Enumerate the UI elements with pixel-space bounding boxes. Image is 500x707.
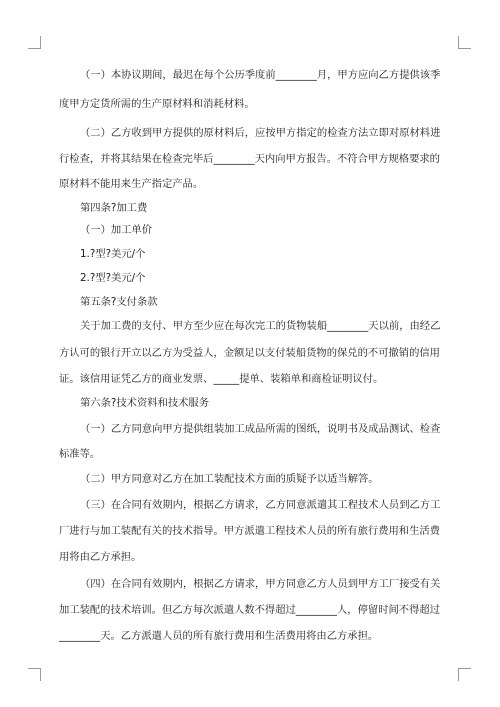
paragraph-line: 方认可的银行开立以乙方为受益人，金额足以支付装船货物的保兑的不可撤销的信用 (59, 347, 440, 359)
paragraph-line: 厂进行与加工装配有关的技术指导。甲方派遣工程技术人员的所有旅行费用和生活费 (59, 525, 440, 537)
paragraph-line: （四）在合同有效期内，根据乙方请求，甲方同意乙方人员到甲方工厂接受有关 (80, 578, 441, 590)
crop-mark-bottom-right (458, 668, 471, 681)
paragraph-line: （一）本协议期间，最迟在每个公历季度前________月，甲方应向乙方提供该季 (80, 69, 441, 81)
paragraph-line: （三）在合同有效期内，根据乙方请求，乙方同意派遣其工程技术人员到乙方工 (80, 499, 441, 511)
crop-mark-top-left (28, 36, 41, 49)
paragraph-line: （一）乙方同意向甲方提供组装加工成品所需的图纸，说明书及成品测试、检查 (80, 423, 441, 435)
section-heading: 第四条?加工费 (80, 202, 148, 214)
paragraph-line: 关于加工费的支付、甲方至少应在每次完工的货物装船________天以前，由经乙 (80, 320, 441, 332)
paragraph-line: 证。该信用证凭乙方的商业发票、_____提单、装箱单和商检证明议付。 (59, 373, 384, 385)
paragraph-line: 原材料不能用来生产指定产品。 (59, 178, 204, 190)
paragraph-line: （二）乙方收到甲方提供的原材料后，应按甲方指定的检查方法立即对原材料进 (80, 127, 441, 139)
crop-mark-bottom-left (28, 668, 41, 681)
section-heading: 第六条?技术资料和技术服务 (80, 397, 210, 409)
paragraph-line: 度甲方定货所需的生产原材料和消耗材料。 (59, 98, 255, 110)
list-item: 1.?型?美元/个 (80, 248, 146, 260)
sub-heading: （一）加工单价 (80, 224, 153, 236)
paragraph-line: 用将由乙方承担。 (59, 551, 142, 563)
section-heading: 第五条?支付条款 (80, 296, 158, 308)
paragraph-line: 行检查，并将其结果在检查完毕后________天内向甲方报告。不符合甲方规格要求的 (59, 153, 440, 165)
paragraph-line: 加工装配的技术培训。但乙方每次派遣人数不得超过________人，停留时间不得超过 (59, 604, 440, 616)
crop-mark-top-right (458, 36, 471, 49)
paragraph-line: （二）甲方同意对乙方在加工装配技术方面的质疑予以适当解答。 (80, 473, 379, 485)
list-item: 2.?型?美元/个 (80, 272, 146, 284)
paragraph-line: ________天。乙方派遣人员的所有旅行费用和生活费用将由乙方承担。 (59, 630, 379, 642)
paragraph-line: 标准等。 (59, 448, 101, 460)
